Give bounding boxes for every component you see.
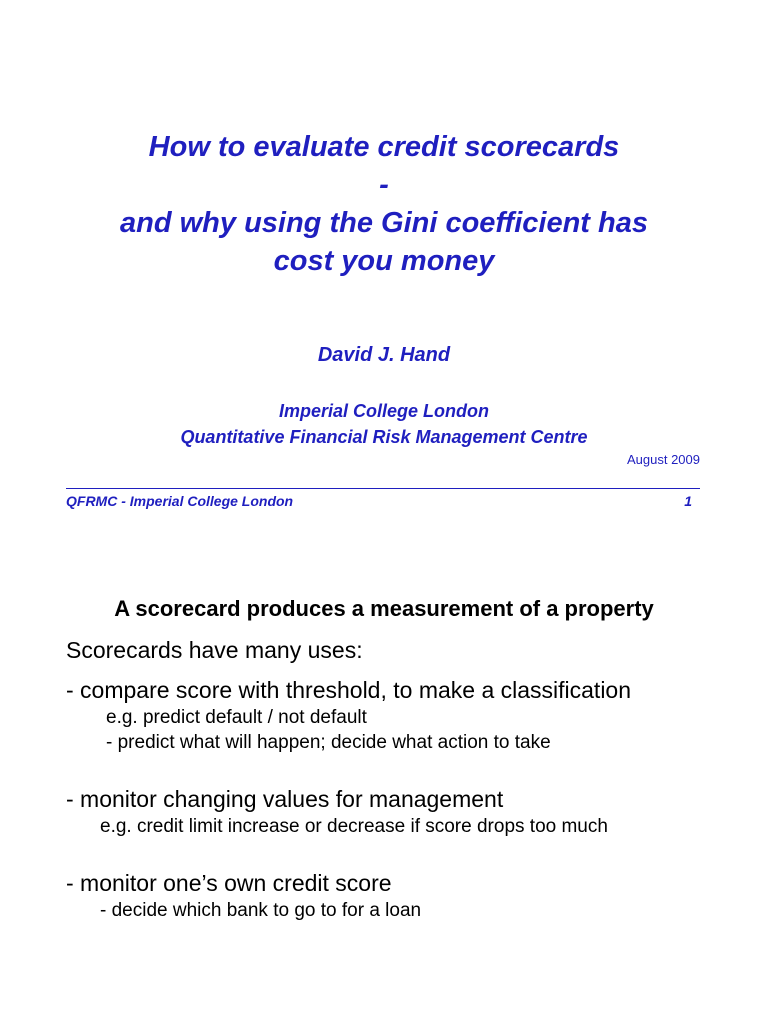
use-3: - monitor one’s own credit score bbox=[66, 870, 392, 896]
title-line-4: cost you money bbox=[273, 245, 495, 277]
affiliation-line-2: Quantitative Financial Risk Management Centre bbox=[180, 427, 588, 447]
date: August 2009 bbox=[626, 452, 700, 467]
use-1-sub-2: - predict what will happen; decide what action to take bbox=[106, 732, 551, 753]
page-number: 1 bbox=[684, 493, 692, 509]
slide-heading: A scorecard produces a measurement of a property bbox=[114, 596, 654, 621]
author-name: David J. Hand bbox=[317, 344, 451, 366]
use-2-sub-1: e.g. credit limit increase or decrease if score drops too much bbox=[100, 816, 608, 837]
intro-line: Scorecards have many uses: bbox=[66, 637, 363, 663]
title-line-1: How to evaluate credit scorecards bbox=[148, 131, 620, 163]
footer-left-text: QFRMC - Imperial College London bbox=[66, 493, 294, 509]
affiliation-line-1: Imperial College London bbox=[278, 401, 489, 421]
use-3-sub-1: - decide which bank to go to for a loan bbox=[100, 900, 422, 921]
use-1-sub-1: e.g. predict default / not default bbox=[106, 707, 367, 728]
title-line-2: - bbox=[379, 169, 389, 201]
use-2: - monitor changing values for management bbox=[66, 786, 504, 812]
use-1: - compare score with threshold, to make a classification bbox=[66, 677, 632, 703]
title-line-3: and why using the Gini coefficient has bbox=[120, 207, 648, 239]
footer-rule bbox=[66, 488, 700, 489]
